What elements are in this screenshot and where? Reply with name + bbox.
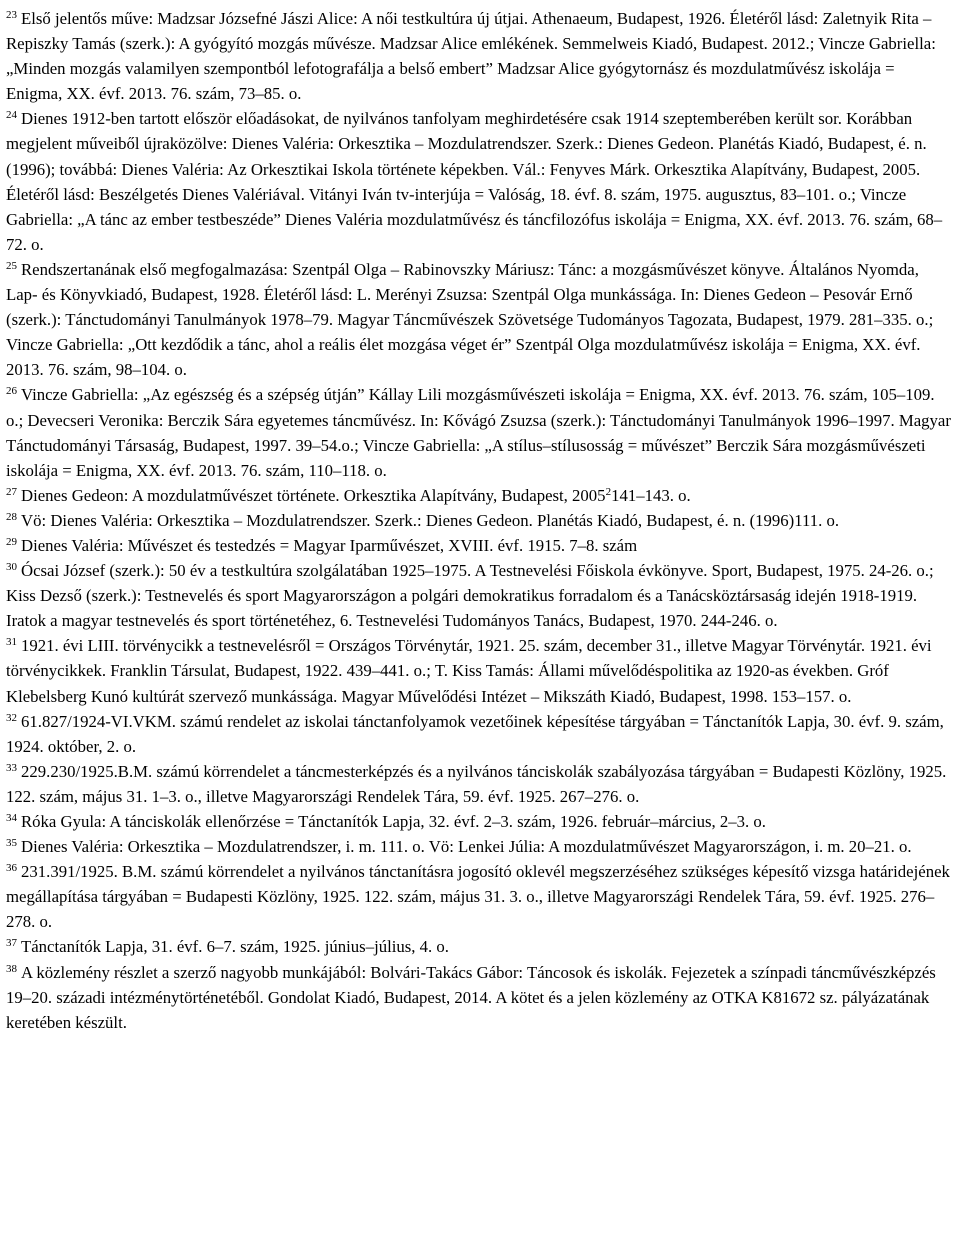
footnote-36 — [6, 859, 954, 934]
footnote-text: 1921. évi LIII. törvénycikk a testnevelésről = Országos Törvénytár, 1921. 25. szám, december 31., illetve Magyar Törvénytár. 1921. évi törvénycikkek. Franklin Társulat, Budapest, 1922. 439–441. o.; T. Kiss Tamás: Állami művelődéspolitika az 1920-as években. Gróf Klebelsberg Kunó kultúrát szervező munkássága. Magyar Művelődési Intézet – Mikszáth Kiadó, Budapest, 1998. 153–157. o. — [6, 636, 932, 706]
footnote-27 — [6, 483, 954, 508]
footnote-text-pages: 141–143. o. — [611, 485, 691, 505]
footnote-number: 37 — [6, 937, 17, 950]
edition-superscript: 2 — [605, 485, 612, 498]
footnote-33 — [6, 759, 954, 809]
footnote-number: 34 — [6, 811, 17, 824]
footnote-text: 229.230/1925.B.M. számú körrendelet a táncmesterképzés és a nyilvános tánciskolák szabályozása tárgyában = Budapesti Közlöny, 1925. 122. szám, május 31. 1–3. o., illetve Magyarországi Rendelek Tára, 59. évf. 1925. 267–276. o. — [6, 761, 947, 806]
footnote-37 — [6, 934, 954, 959]
footnote-text: 61.827/1924-VI.VKM. számú rendelet az iskolai tánctanfolyamok vezetőinek képesítése tárgyában = Tánctanítók Lapja, 30. évf. 9. szám, 1924. október, 2. o. — [6, 711, 944, 756]
footnote-number: 38 — [6, 962, 17, 975]
footnote-23 — [6, 6, 954, 106]
footnote-25 — [6, 257, 954, 382]
footnote-38 — [6, 960, 954, 1035]
footnote-text: A közlemény részlet a szerző nagyobb munkájából: Bolvári-Takács Gábor: Táncosok és iskolák. Fejezetek a színpadi táncművészképzés 19–20. századi intézménytörténetéből. Gondolat Kiadó, Budapest, 2014. A kötet és a jelen közlemény az OTKA K81672 sz. pályázatának keretében készült. — [6, 962, 936, 1032]
footnote-34 — [6, 809, 954, 834]
footnote-text: Tánctanítók Lapja, 31. évf. 6–7. szám, 1925. június–július, 4. o. — [21, 937, 449, 957]
footnote-number: 32 — [6, 711, 17, 724]
footnote-number: 30 — [6, 561, 17, 574]
footnote-number: 36 — [6, 862, 17, 875]
footnote-24 — [6, 106, 954, 257]
footnote-number: 31 — [6, 636, 17, 649]
footnote-text: Dienes Gedeon: A mozdulatművészet története. Orkesztika Alapítvány, Budapest, 2005 — [21, 485, 606, 505]
footnote-26 — [6, 382, 954, 482]
footnote-29 — [6, 533, 954, 558]
footnote-number: 24 — [6, 109, 17, 122]
footnote-28 — [6, 508, 954, 533]
footnote-number: 35 — [6, 837, 17, 850]
footnote-text: Dienes Valéria: Művészet és testedzés = Magyar Iparművészet, XVIII. évf. 1915. 7–8. szám — [21, 535, 638, 555]
footnote-text: Vincze Gabriella: „Az egészség és a szépség útján” Kállay Lili mozgásművészeti iskolája = Enigma, XX. évf. 2013. 76. szám, 105–109. o.; Devecseri Veronika: Berczik Sára egyetemes táncművész. In: Kővágó Zsuzsa (szerk.): Tánctudományi Tanulmányok 1996–1997. Magyar Tánctudományi Társaság, Budapest, 1997. 39–54.o.; Vincze Gabriella: „A stílus–stílusosság = művészet” Berczik Sára mozgásművészeti iskolája = Enigma, XX. évf. 2013. 76. szám, 110–118. o. — [6, 385, 951, 480]
footnote-text: Vö: Dienes Valéria: Orkesztika – Mozdulatrendszer. Szerk.: Dienes Gedeon. Planétás Kiadó, Budapest, é. n. (1996)111. o. — [21, 510, 840, 530]
footnote-text: Rendszertanának első megfogalmazása: Szentpál Olga – Rabinovszky Máriusz: Tánc: a mozgásművészet könyve. Általános Nyomda, Lap- és Könyvkiadó, Budapest, 1928. Életéről lásd: L. Merényi Zsuzsa: Szentpál Olga munkássága. In: Dienes Gedeon – Pesovár Ernő (szerk.): Tánctudományi Tanulmányok 1978–79. Magyar Táncművészek Szövetsége Tudományos Tagozata, Budapest, 1979. 281–335. o.; Vincze Gabriella: „Ott kezdődik a tánc, ahol a reális élet mozgása véget ér” Szentpál Olga mozdulatművész iskolája = Enigma, XX. évf. 2013. 76. szám, 98–104. o. — [6, 259, 934, 380]
footnote-number: 23 — [6, 8, 17, 21]
footnote-number: 26 — [6, 385, 17, 398]
footnote-number: 29 — [6, 535, 17, 548]
footnote-text: Róka Gyula: A tánciskolák ellenőrzése = Tánctanítók Lapja, 32. évf. 2–3. szám, 1926. február–március, 2–3. o. — [21, 812, 766, 831]
footnote-number: 27 — [6, 485, 17, 498]
footnote-text: Dienes Valéria: Orkesztika – Mozdulatrendszer, i. m. 111. o. Vö: Lenkei Júlia: A mozdulatművészet Magyarországon, i. m. 20–21. o. — [21, 837, 912, 857]
footnote-35 — [6, 834, 954, 859]
footnote-number: 25 — [6, 259, 17, 272]
footnote-text: Első jelentős műve: Madzsar Józsefné Jászi Alice: A női testkultúra új útjai. Athenaeum, Budapest, 1926. Életéről lásd: Zaletnyik Rita – Repiszky Tamás (szerk.): A gyógyító mozgás művésze. Madzsar Alice emlékének. Semmelweis Kiadó, Budapest. 2012.; Vincze Gabriella: „Minden mozgás valamilyen szempontból lefotografálja a belső embert” Madzsar Alice gyógytornász és mozdulatművész iskolája = Enigma, XX. évf. 2013. 76. szám, 73–85. o. — [6, 9, 936, 104]
footnote-30 — [6, 558, 954, 633]
footnote-text: Ócsai József (szerk.): 50 év a testkultúra szolgálatában 1925–1975. A Testnevelési Főiskola évkönyve. Sport, Budapest, 1975. 24-26. o.; Kiss Dezső (szerk.): Testnevelés és sport Magyarországon a polgári demokratikus forradalom és a Tanácsköztársaság idején 1918-1919. Iratok a magyar testnevelés és sport történetéhez, 6. Testnevelési Tudományos Tanács, Budapest, 1970. 244-246. o. — [6, 561, 934, 631]
footnotes-section — [6, 6, 954, 1035]
footnote-number: 33 — [6, 761, 17, 774]
footnote-31 — [6, 633, 954, 708]
footnote-text: 231.391/1925. B.M. számú körrendelet a nyilvános tánctanításra jogosító oklevél megszerzéséhez szükséges képesítő vizsga határidejének megállapítása tárgyában = Budapesti Közlöny, 1925. 122. szám, május 31. 3. o., illetve Magyarországi Rendelek Tára, 59. évf. 1925. 276–278. o. — [6, 862, 950, 932]
footnote-text: Dienes 1912-ben tartott először előadásokat, de nyilvános tanfolyam meghirdetésére csak 1914 szeptemberében került sor. Korábban megjelent műveiből újraközölve: Dienes Valéria: Orkesztika – Mozdulatrendszer. Szerk.: Dienes Gedeon. Planétás Kiadó, Budapest, é. n. (1996); továbbá: Dienes Valéria: Az Orkesztikai Iskola története képekben. Vál.: Fenyves Márk. Orkesztika Alapítvány, Budapest, 2005. Életéről lásd: Beszélgetés Dienes Valériával. Vitányi Iván tv-interjúja = Valóság, 18. évf. 8. szám, 1975. augusztus, 83–101. o.; Vincze Gabriella: „A tánc az ember testbeszéde” Dienes Valéria mozdulatművész és táncfilozófus iskolája = Enigma, XX. évf. 2013. 76. szám, 68–72. o. — [6, 109, 943, 254]
footnote-number: 28 — [6, 510, 17, 523]
footnote-32 — [6, 709, 954, 759]
